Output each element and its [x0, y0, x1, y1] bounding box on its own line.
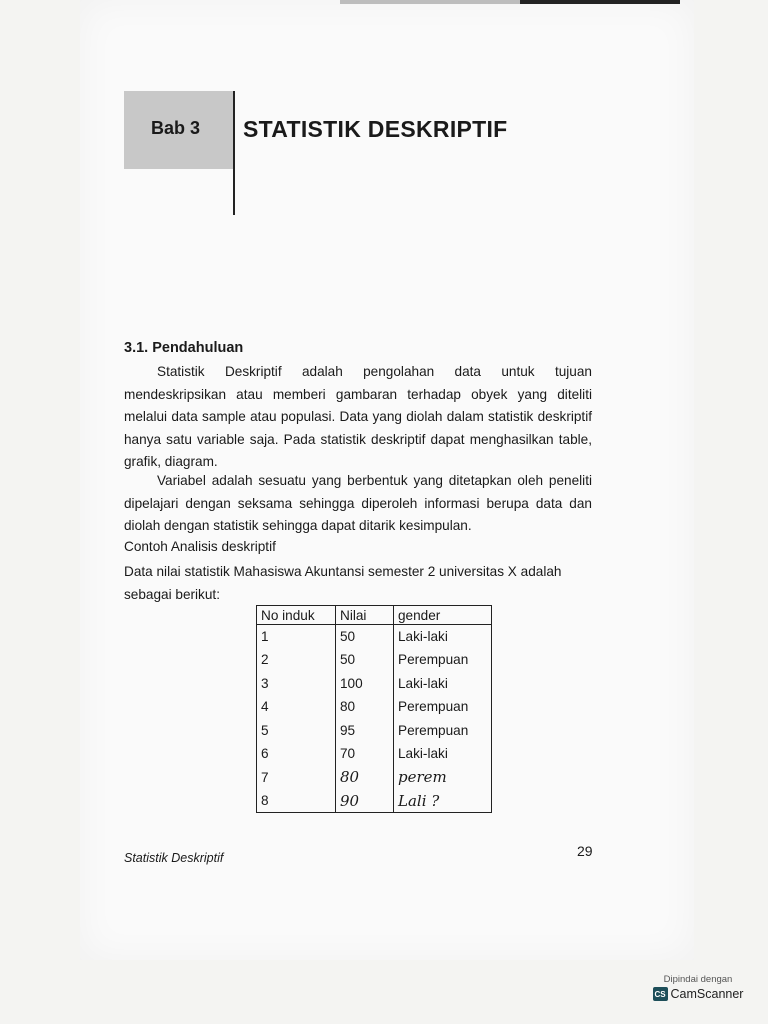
cell-nilai-handwritten: 80	[336, 766, 394, 790]
paragraph-variable	[124, 470, 592, 538]
table-row	[257, 789, 492, 813]
table-row	[257, 648, 492, 672]
table-row	[257, 625, 492, 649]
cell-no: 1	[257, 625, 336, 649]
table-row	[257, 742, 492, 766]
cell-gender-handwritten: Lali ?	[394, 789, 492, 813]
chapter-number: Bab 3	[151, 118, 201, 138]
chapter-title: STATISTIK DESKRIPTIF	[243, 116, 508, 142]
table-row	[257, 719, 492, 743]
table-row	[257, 672, 492, 696]
watermark-caption: Dipindai dengan	[663, 974, 733, 985]
cell-no: 2	[257, 648, 336, 672]
watermark-brand: CamScanner	[670, 987, 744, 1001]
cell-gender: Perempuan	[394, 648, 492, 672]
camscanner-watermark	[644, 974, 752, 1012]
cell-nilai: 50	[336, 625, 394, 649]
cell-no: 8	[257, 789, 336, 813]
cell-gender-handwritten: perem	[394, 766, 492, 790]
header-nilai: Nilai	[336, 606, 394, 625]
cell-no: 6	[257, 742, 336, 766]
header-gender: gender	[394, 606, 492, 625]
cell-no: 3	[257, 672, 336, 696]
data-table	[256, 605, 492, 813]
cell-gender: Perempuan	[394, 695, 492, 719]
table-row	[257, 766, 492, 790]
cell-nilai: 80	[336, 695, 394, 719]
paragraph-variable-text: Variabel adalah sesuatu yang berbentuk yang ditetapkan oleh peneliti dipelajari dengan seksama sehingga diperoleh informasi berupa data dan diolah dengan statistik sehingga dapat ditarik kesimpulan.	[124, 473, 592, 533]
chapter-divider	[233, 91, 235, 215]
cell-gender: Perempuan	[394, 719, 492, 743]
cell-nilai-handwritten: 90	[336, 789, 394, 813]
paragraph-definition	[124, 361, 592, 474]
cell-no: 4	[257, 695, 336, 719]
page-number: 29	[577, 843, 593, 859]
cell-nilai: 95	[336, 719, 394, 743]
cell-gender: Laki-laki	[394, 625, 492, 649]
cell-gender: Laki-laki	[394, 742, 492, 766]
table-header-row	[257, 606, 492, 625]
cell-nilai: 50	[336, 648, 394, 672]
paragraph-definition-text: Statistik Deskriptif adalah pengolahan data untuk tujuan mendeskripsikan atau memberi gambaran terhadap obyek yang diteliti melalui data sample atau populasi. Data yang diolah dalam statistik deskriptif hanya satu variable saja. Pada statistik deskriptif dapat menghasilkan table, grafik, diagram.	[124, 364, 592, 469]
page-edge-dark	[520, 0, 680, 4]
watermark-brand-row	[644, 987, 752, 1001]
cell-no: 5	[257, 719, 336, 743]
page-edge	[340, 0, 520, 4]
cell-nilai: 70	[336, 742, 394, 766]
footer-title: Statistik Deskriptif	[124, 851, 224, 865]
example-intro: Data nilai statistik Mahasiswa Akuntansi semester 2 universitas X adalah sebagai berikut:	[124, 564, 562, 602]
table-row	[257, 695, 492, 719]
example-heading: Contoh Analisis deskriptif	[124, 539, 276, 554]
cell-gender: Laki-laki	[394, 672, 492, 696]
camscanner-logo-icon: CS	[653, 987, 668, 1001]
section-heading: 3.1. Pendahuluan	[124, 340, 244, 356]
header-no-induk: No induk	[257, 606, 336, 625]
cell-no: 7	[257, 766, 336, 790]
cell-nilai: 100	[336, 672, 394, 696]
